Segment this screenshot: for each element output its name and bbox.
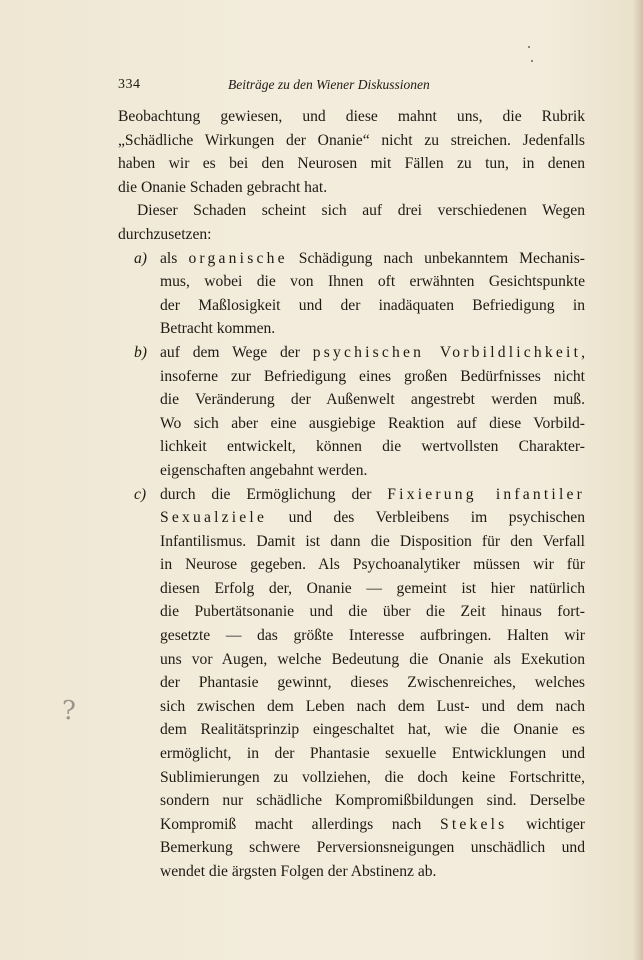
text-line: Wo sich aber eine ausgiebige Reaktion auf diese Vorbild- (160, 414, 585, 432)
text-line: Sexualziele und des Verbleibens im psychischen (160, 509, 585, 527)
page-header (118, 77, 528, 97)
spaced-emphasis: organische (188, 249, 288, 267)
text-line: mus, wobei die von Ihnen oft erwähnten Gesichtspunkte (160, 273, 585, 291)
text-line: Kompromiß macht allerdings nach Stekels wichtiger (160, 815, 585, 833)
page-number: 334 (118, 77, 141, 92)
list-marker: a) (134, 249, 147, 267)
text-line: dem Realitätsprinzip eingeschaltet hat, wie die Onanie es (160, 721, 585, 739)
spaced-emphasis: Fixierung infantiler (387, 485, 585, 503)
paragraph (118, 199, 585, 246)
text-line: sich zwischen dem Leben nach dem Lust- und dem nach (160, 697, 585, 715)
paper-speck (528, 46, 530, 48)
text-line: lichkeit entwickelt, können die wertvollsten Charakter- (160, 438, 585, 456)
text-line: der Maßlosigkeit und der inadäquaten Befriedigung in (160, 296, 585, 314)
margin-pencil-mark: ? (62, 696, 76, 726)
list-marker: c) (134, 485, 147, 503)
text-line: insoferne zur Befriedigung eines großen Bedürfnisses nicht (160, 367, 585, 385)
text-line: „Schädliche Wirkungen der Onanie“ nicht zu streichen. Jedenfalls (118, 131, 585, 149)
text-line: die Veränderung der Außenwelt angestrebt werden muß. (160, 391, 585, 409)
list-item-a (118, 247, 585, 341)
text-line: auf dem Wege der psychischen Vorbildlichkeit, (160, 343, 586, 361)
spaced-emphasis: psychischen Vorbildlichkeit (312, 343, 582, 361)
text-line: Sublimierungen zu vollziehen, die doch keine Fortschritte, (160, 768, 585, 786)
spaced-emphasis: Stekels (439, 815, 508, 833)
spaced-emphasis: Sexualziele (160, 509, 268, 527)
text-line: ermöglicht, in der Phantasie sexuelle Entwicklungen und (160, 745, 585, 763)
text-line: die Pubertätsonanie und die über die Zeit hinaus fort- (160, 603, 585, 621)
text-line: durchzusetzen: (118, 225, 212, 243)
body-text (118, 105, 585, 884)
list-item-b (118, 341, 585, 483)
text-line: wendet die ärgsten Folgen der Abstinenz ab. (160, 863, 437, 880)
text-line: uns vor Augen, welche Bedeutung die Onanie als Exekution (160, 650, 585, 668)
running-title: Beiträge zu den Wiener Diskussionen (228, 77, 430, 92)
text-line: eigenschaften angebahnt werden. (160, 461, 368, 479)
text-line: Dieser Schaden scheint sich auf drei verschiedenen Wegen (137, 202, 585, 220)
text-line: der Phantasie gewinnt, dieses Zwischenreiches, welches (160, 674, 585, 692)
paragraph (118, 105, 585, 199)
list-marker: b) (134, 343, 147, 361)
text-line: durch die Ermöglichung der Fixierung infantiler (160, 485, 585, 503)
text-line: sondern nur schädliche Kompromißbildungen sind. Derselbe (160, 792, 585, 810)
page-edge-shadow (633, 0, 643, 960)
text-line: Bemerkung schwere Perversionsneigungen unschädlich und (160, 839, 585, 857)
text-line: als organische Schädigung nach unbekanntem Mechanis- (160, 249, 585, 267)
text-line: gesetzte — das größte Interesse aufbringen. Halten wir (160, 627, 585, 645)
text-line: Betracht kommen. (160, 320, 276, 338)
paper-speck (531, 60, 533, 62)
text-line: die Onanie Schaden gebracht hat. (118, 178, 328, 196)
list-item-c (118, 483, 585, 884)
text-line: Beobachtung gewiesen, und diese mahnt uns, die Rubrik (118, 108, 585, 125)
text-line: haben wir es bei den Neurosen mit Fällen zu tun, in denen (118, 155, 585, 173)
text-line: diesen Erfolg der, Onanie — gemeint ist hier natürlich (160, 579, 585, 597)
text-line: in Neurose gegeben. Als Psychoanalytiker müssen wir für (160, 556, 585, 574)
text-line: Infantilismus. Damit ist dann die Disposition für den Verfall (160, 532, 585, 550)
